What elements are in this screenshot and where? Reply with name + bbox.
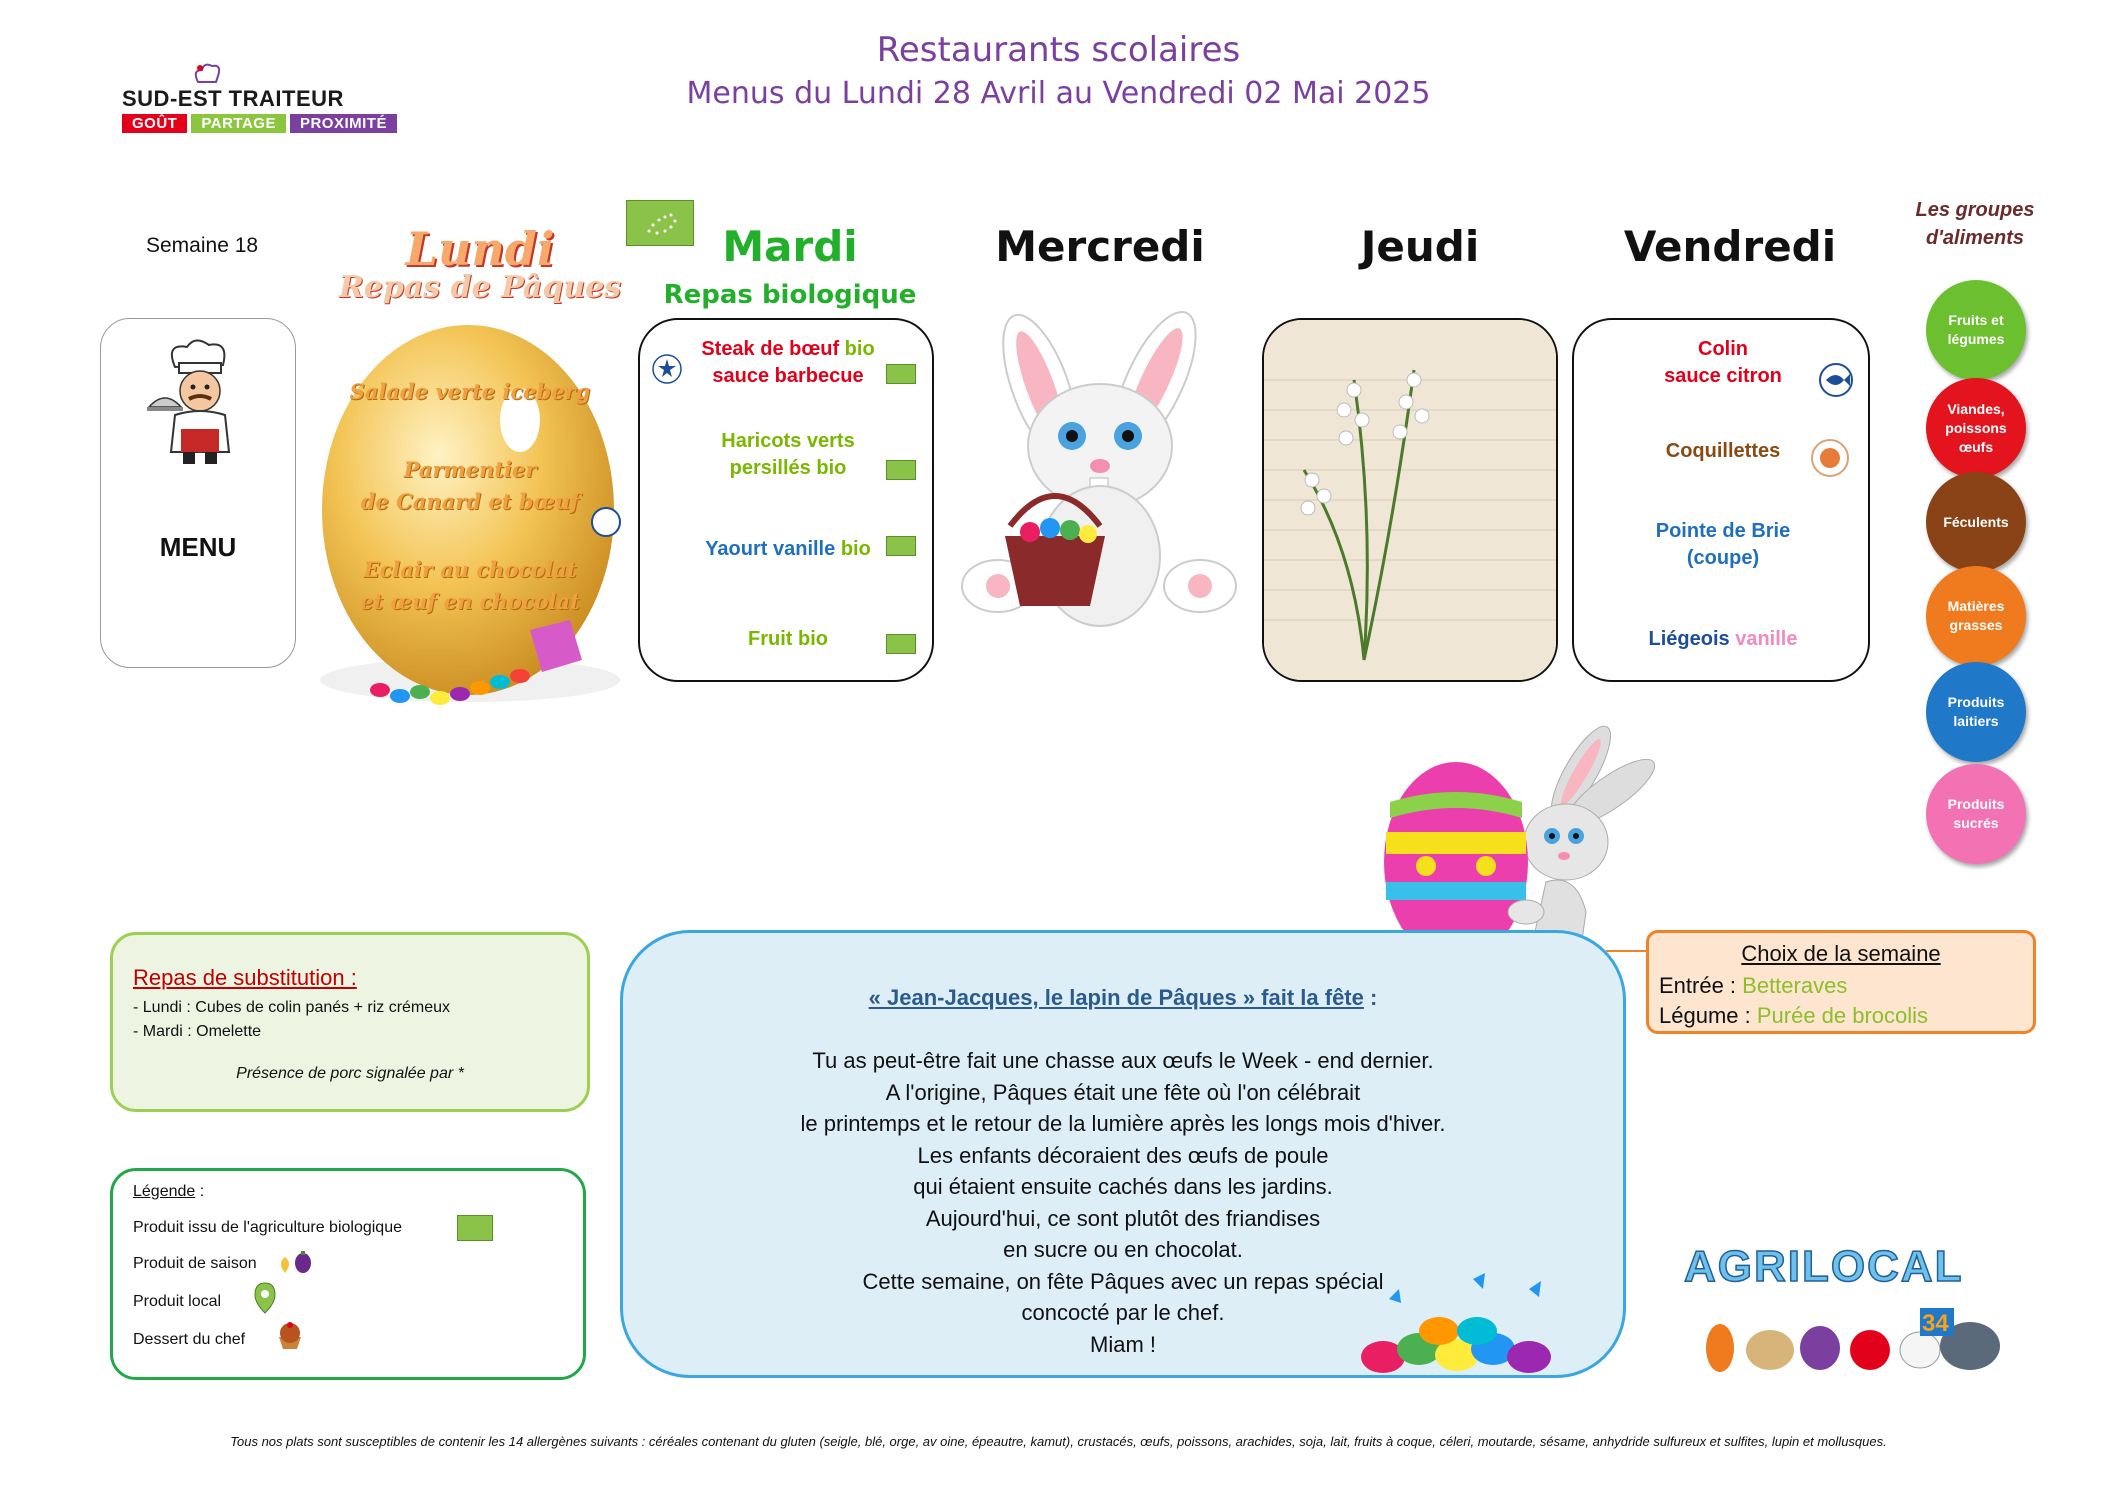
story-title-text: « Jean-Jacques, le lapin de Pâques » fait la fête [868, 985, 1364, 1010]
easter-bunny-basket-illustration [950, 296, 1250, 676]
eu-organic-leaf-icon [627, 201, 693, 245]
food-group-viandes [1926, 378, 2026, 478]
vendredi-dish-main-name: Colin [1698, 338, 1748, 360]
organic-leaf-icon [886, 460, 916, 480]
substitution-item: - Lundi : Cubes de colin panés + riz crémeux [133, 999, 451, 1016]
lundi-dish-entree: Salade verte iceberg [349, 379, 591, 404]
substitution-item: - Mardi : Omelette [133, 1023, 262, 1040]
weekly-choice-entree-value: Betteraves [1742, 973, 1848, 998]
organic-leaf-icon [886, 634, 916, 654]
logo-tag: PARTAGE [191, 114, 286, 133]
day-subtitle-mardi: Repas biologique [663, 280, 917, 310]
legend-item-bio: Produit issu de l'agriculture biologique [133, 1219, 402, 1236]
food-groups-title-line1: Les groupes [1915, 199, 2035, 221]
legend-title [133, 1183, 204, 1201]
logo-tag: PROXIMITÉ [290, 114, 397, 133]
vendredi-menu-card [1572, 318, 1870, 682]
story-line: Aujourd'hui, ce sont plutôt des friandises [925, 1205, 1321, 1231]
sustainable-fishing-label-icon [1818, 362, 1854, 398]
cupcake-icon [275, 1321, 305, 1351]
story-line: en sucre ou en chocolat. [1003, 1237, 1243, 1262]
food-group-label: Produits [1947, 796, 2005, 812]
logo-brand: SUD-EST TRAITEUR [122, 86, 344, 111]
day-title-mercredi: Mercredi [995, 222, 1205, 271]
logo-tags [122, 114, 397, 133]
chef-icon [145, 337, 255, 467]
legend-item-chef-dessert: Dessert du chef [133, 1331, 246, 1348]
vendredi-dish-starch: Coquillettes [1665, 440, 1781, 462]
agrilocal-logo [1680, 1238, 2040, 1378]
agrilocal-number: 34 [1922, 1310, 1949, 1337]
story-line: Les enfants décoraient des œufs de poule [917, 1142, 1329, 1168]
seasonal-produce-icon [277, 1249, 317, 1275]
lundi-dish-dessert-2: et œuf en chocolat [360, 589, 580, 614]
organic-leaf-icon [886, 364, 916, 384]
bio-tag: bio [840, 538, 871, 560]
food-group-fruits-legumes [1926, 280, 2026, 380]
weekly-choice-entree [1659, 973, 1847, 999]
logo-tag: GOÛT [122, 114, 187, 133]
week-label: Semaine 18 [146, 234, 259, 257]
mardi-dish-main-name: Steak de bœuf [701, 338, 840, 360]
story-line: Tu as peut-être fait une chasse aux œufs le Week - end dernier. [812, 1048, 1434, 1073]
vendredi-dish-dessert-name: Liégeois [1648, 628, 1730, 650]
organic-leaf-icon [886, 536, 916, 556]
local-product-pin-icon [253, 1281, 277, 1315]
weekly-choice-legume [1659, 1003, 1928, 1029]
mardi-menu-card [638, 318, 934, 682]
legend-box [110, 1168, 586, 1380]
jeudi-card [1262, 318, 1558, 682]
lundi-dish-main-2: de Canard et bœuf [360, 489, 580, 514]
menu-label: MENU [159, 532, 237, 562]
legend-title-colon: : [195, 1183, 205, 1200]
food-group-label: grasses [1949, 617, 2003, 633]
local-product-label-icon [1810, 438, 1850, 478]
food-group-label: Fruits et [1948, 312, 2004, 328]
food-groups-title-line2: d'aliments [1925, 227, 2025, 249]
food-group-label: sucrés [1953, 815, 1999, 831]
story-line: A l'origine, Pâques était une fête où l'on célébrait [885, 1079, 1361, 1105]
legend-item-seasonal: Produit de saison [133, 1255, 257, 1272]
vendredi-dish-dessert-flavor: vanille [1735, 628, 1798, 650]
weekly-choice-title: Choix de la semaine [1741, 941, 1941, 966]
vendredi-dish-main-sauce: sauce citron [1664, 365, 1782, 387]
food-group-produits-laitiers [1926, 662, 2026, 762]
page-subtitle: Menus du Lundi 28 Avril au Vendredi 02 Mai 2025 [686, 76, 1431, 111]
food-group-label: laitiers [1953, 713, 1999, 729]
eu-organic-logo-icon [626, 200, 694, 246]
lily-of-the-valley-illustration [1264, 320, 1556, 680]
lundi-dish-dessert-1: Eclair au chocolat [363, 557, 577, 582]
menu-card [100, 318, 296, 668]
vendredi-dish-dessert [1574, 626, 1872, 653]
page-title: Restaurants scolaires [876, 30, 1241, 70]
story-title-colon: : [1363, 985, 1378, 1010]
food-group-label: Féculents [1943, 513, 2009, 530]
mardi-dish-vegetable-line2: persillés [729, 457, 811, 479]
easter-egg-illustration [320, 310, 636, 710]
mardi-dish-dairy-name: Yaourt vanille [705, 538, 836, 560]
vendredi-dish-cheese-cut: (coupe) [1686, 547, 1760, 569]
day-title-jeudi: Jeudi [1360, 222, 1480, 271]
lundi-dish-main-1: Parmentier [403, 457, 537, 482]
pork-note: Présence de porc signalée par * [236, 1065, 464, 1082]
story-line: le printemps et le retour de la lumière après les longs mois d'hiver. [800, 1111, 1446, 1136]
allergen-footer: Tous nos plats sont susceptibles de contenir les 14 allergènes suivants : céréales contenant du gluten (seigle, blé, orge, av oine, épeautre, kamut), crustacés, œufs, poissons, arachides, soja, lait, fruits à coque, céleri, moutarde, sésame, anhydride sulfureux et sulfites, lupin et mollusques. [230, 1434, 1887, 1449]
food-group-label: Viandes, [1947, 400, 2005, 417]
vendredi-dish-cheese-name: Pointe de Brie [1655, 520, 1791, 542]
story-line: qui étaient ensuite cachés dans les jardins. [913, 1174, 1333, 1199]
weekly-choice-legume-label: Légume : [1659, 1003, 1757, 1028]
mardi-dish-main-sauce: sauce barbecue [712, 365, 864, 387]
story-line: concocté par le chef. [1021, 1300, 1225, 1325]
food-group-label: Produits [1947, 694, 2005, 710]
story-line: Miam ! [1090, 1331, 1156, 1357]
food-group-produits-sucres [1926, 764, 2026, 864]
weekly-choice-legume-value: Purée de brocolis [1756, 1003, 1929, 1028]
day-title-mardi: Mardi [722, 222, 858, 271]
organic-leaf-icon [457, 1215, 493, 1241]
mardi-dish-dessert: Fruit bio [748, 628, 828, 650]
easter-eggs-pile-icon [1353, 1273, 1573, 1377]
connector-line [1606, 950, 1648, 952]
food-group-label: Matières [1947, 598, 2005, 614]
vendredi-dish-cheese [1574, 518, 1872, 572]
substitution-box [110, 932, 590, 1112]
bio-tag: bio [816, 457, 847, 479]
food-group-label: poissons [1945, 419, 2007, 436]
weekly-choice-box [1646, 930, 2036, 1034]
weekly-choice-entree-label: Entrée : [1659, 973, 1743, 998]
mardi-dish-vegetable-line1: Haricots verts [721, 430, 855, 452]
story-box [620, 930, 1626, 1378]
day-subtitle-lundi: Repas de Pâques [338, 270, 622, 305]
food-group-matieres-grasses [1926, 566, 2026, 666]
story-title [623, 985, 1623, 1011]
agrilocal-text: AGRILOCAL [1684, 1242, 1964, 1291]
food-group-feculents [1926, 472, 2026, 572]
food-group-label: légumes [1947, 331, 2005, 347]
story-line: Cette semaine, on fête Pâques avec un repas spécial [862, 1268, 1384, 1294]
food-groups-title [1900, 196, 2050, 252]
day-title-lundi: Lundi [405, 222, 555, 276]
bio-tag: bio [844, 338, 875, 360]
legend-item-local: Produit local [133, 1293, 222, 1310]
substitution-title: Repas de substitution : [133, 965, 357, 990]
legend-title-text: Légende [133, 1183, 196, 1200]
day-title-vendredi: Vendredi [1623, 222, 1837, 271]
food-group-label: œufs [1958, 438, 1994, 455]
